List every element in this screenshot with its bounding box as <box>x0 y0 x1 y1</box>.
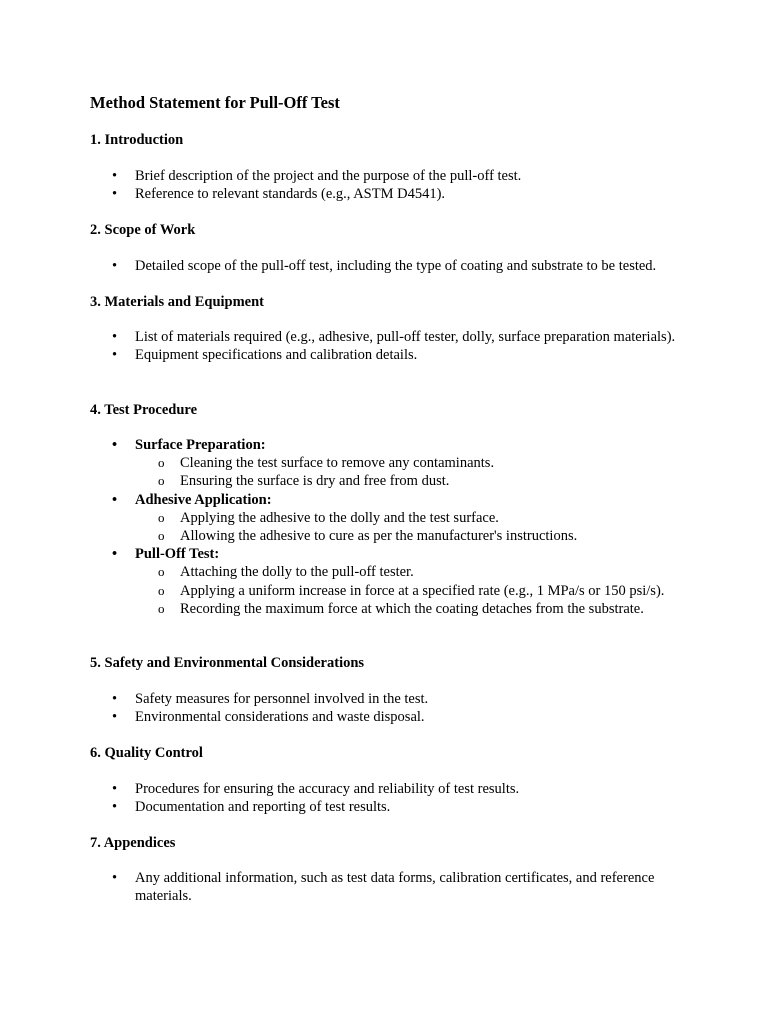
section-test-procedure <box>90 401 690 618</box>
list-item-text: List of materials required (e.g., adhesive, pull-off tester, dolly, surface preparation materials). <box>135 329 676 345</box>
bullet-icon: • <box>112 168 118 184</box>
sub-list-item <box>90 454 690 472</box>
bullet-list <box>90 869 690 905</box>
bullet-icon: • <box>112 546 118 563</box>
sub-bullet-icon: o <box>158 564 165 580</box>
list-item <box>90 869 690 905</box>
bullet-icon: • <box>112 491 118 508</box>
section-heading: 1. Introduction <box>90 132 184 148</box>
list-item-label: Pull-Off Test: <box>135 546 220 563</box>
list-item <box>90 167 690 185</box>
sub-list-item-text: Cleaning the test surface to remove any contaminants. <box>180 455 495 472</box>
bullet-icon: • <box>112 329 118 345</box>
list-item-text: Documentation and reporting of test results. <box>135 799 391 816</box>
bullet-list <box>90 690 690 726</box>
bullet-icon: • <box>112 347 118 364</box>
section-materials-and-equipment <box>90 293 690 364</box>
list-item-text: Detailed scope of the pull-off test, including the type of coating and substrate to be tested. <box>135 258 657 274</box>
sub-list-item <box>90 509 690 527</box>
sub-bullet-icon: o <box>158 509 165 525</box>
section-scope-of-work <box>90 221 690 275</box>
sub-bullet-icon: o <box>158 473 165 489</box>
bullet-icon: • <box>112 799 118 816</box>
sub-list-item-text: Allowing the adhesive to cure as per the manufacturer's instructions. <box>180 528 578 545</box>
section-heading: 4. Test Procedure <box>90 402 198 418</box>
list-item-text: Brief description of the project and the purpose of the pull-off test. <box>135 168 522 184</box>
list-item-surface-preparation <box>90 436 690 454</box>
bullet-icon: • <box>112 709 118 726</box>
list-item-adhesive-application <box>90 491 690 509</box>
list-item <box>90 798 690 816</box>
sub-list-item-text: Recording the maximum force at which the coating detaches from the substrate. <box>180 600 644 617</box>
list-item <box>90 690 690 708</box>
sub-bullet-icon: o <box>158 528 165 544</box>
section-safety-environmental <box>90 654 690 726</box>
bullet-list <box>90 257 690 275</box>
section-heading: 6. Quality Control <box>90 745 203 761</box>
section-heading: 5. Safety and Environmental Considerations <box>90 655 365 671</box>
list-item <box>90 346 690 364</box>
list-item-text: Reference to relevant standards (e.g., ASTM D4541). <box>135 186 446 203</box>
section-heading: 3. Materials and Equipment <box>90 294 265 310</box>
bullet-icon: • <box>112 691 118 707</box>
list-item-pull-off-test <box>90 545 690 563</box>
list-item <box>90 185 690 203</box>
document-title: Method Statement for Pull-Off Test <box>90 93 340 112</box>
list-item <box>90 257 690 275</box>
section-appendices <box>90 834 690 905</box>
sub-list-item <box>90 600 690 618</box>
list-item-text: Equipment specifications and calibration details. <box>135 347 418 364</box>
list-item-label: Surface Preparation: <box>135 437 266 453</box>
bullet-list <box>90 780 690 816</box>
sub-list-item <box>90 472 690 490</box>
list-item <box>90 780 690 798</box>
sub-list-item-text: Applying a uniform increase in force at a specified rate (e.g., 1 MPa/s or 150 psi/s). <box>180 582 665 599</box>
sub-list-item-text: Attaching the dolly to the pull-off tester. <box>180 564 414 581</box>
sub-list-item <box>90 582 690 600</box>
sub-list-item <box>90 527 690 545</box>
sub-list-item-text: Applying the adhesive to the dolly and the test surface. <box>180 509 499 526</box>
sub-bullet-icon: o <box>158 600 165 616</box>
bullet-list <box>90 436 690 618</box>
bullet-icon: • <box>112 186 118 203</box>
bullet-icon: • <box>112 258 118 274</box>
bullet-list <box>90 328 690 364</box>
section-introduction <box>90 131 690 203</box>
list-item <box>90 708 690 726</box>
bullet-icon: • <box>112 870 118 886</box>
bullet-icon: • <box>112 781 118 797</box>
sub-bullet-icon: o <box>158 455 165 471</box>
section-heading: 7. Appendices <box>90 835 176 851</box>
bullet-icon: • <box>112 437 118 453</box>
list-item <box>90 328 690 346</box>
sub-bullet-icon: o <box>158 582 165 598</box>
list-item-text: Environmental considerations and waste disposal. <box>135 709 425 726</box>
list-item-text: Procedures for ensuring the accuracy and reliability of test results. <box>135 781 520 797</box>
section-heading: 2. Scope of Work <box>90 222 196 238</box>
bullet-list <box>90 167 690 203</box>
list-item-text: Any additional information, such as test data forms, calibration certificates, and reference materials. <box>135 870 655 905</box>
list-item-text: Safety measures for personnel involved in the test. <box>135 691 429 707</box>
sub-list-item-text: Ensuring the surface is dry and free from dust. <box>180 473 450 490</box>
sub-list-item <box>90 563 690 581</box>
list-item-label: Adhesive Application: <box>135 491 272 508</box>
section-quality-control <box>90 744 690 816</box>
